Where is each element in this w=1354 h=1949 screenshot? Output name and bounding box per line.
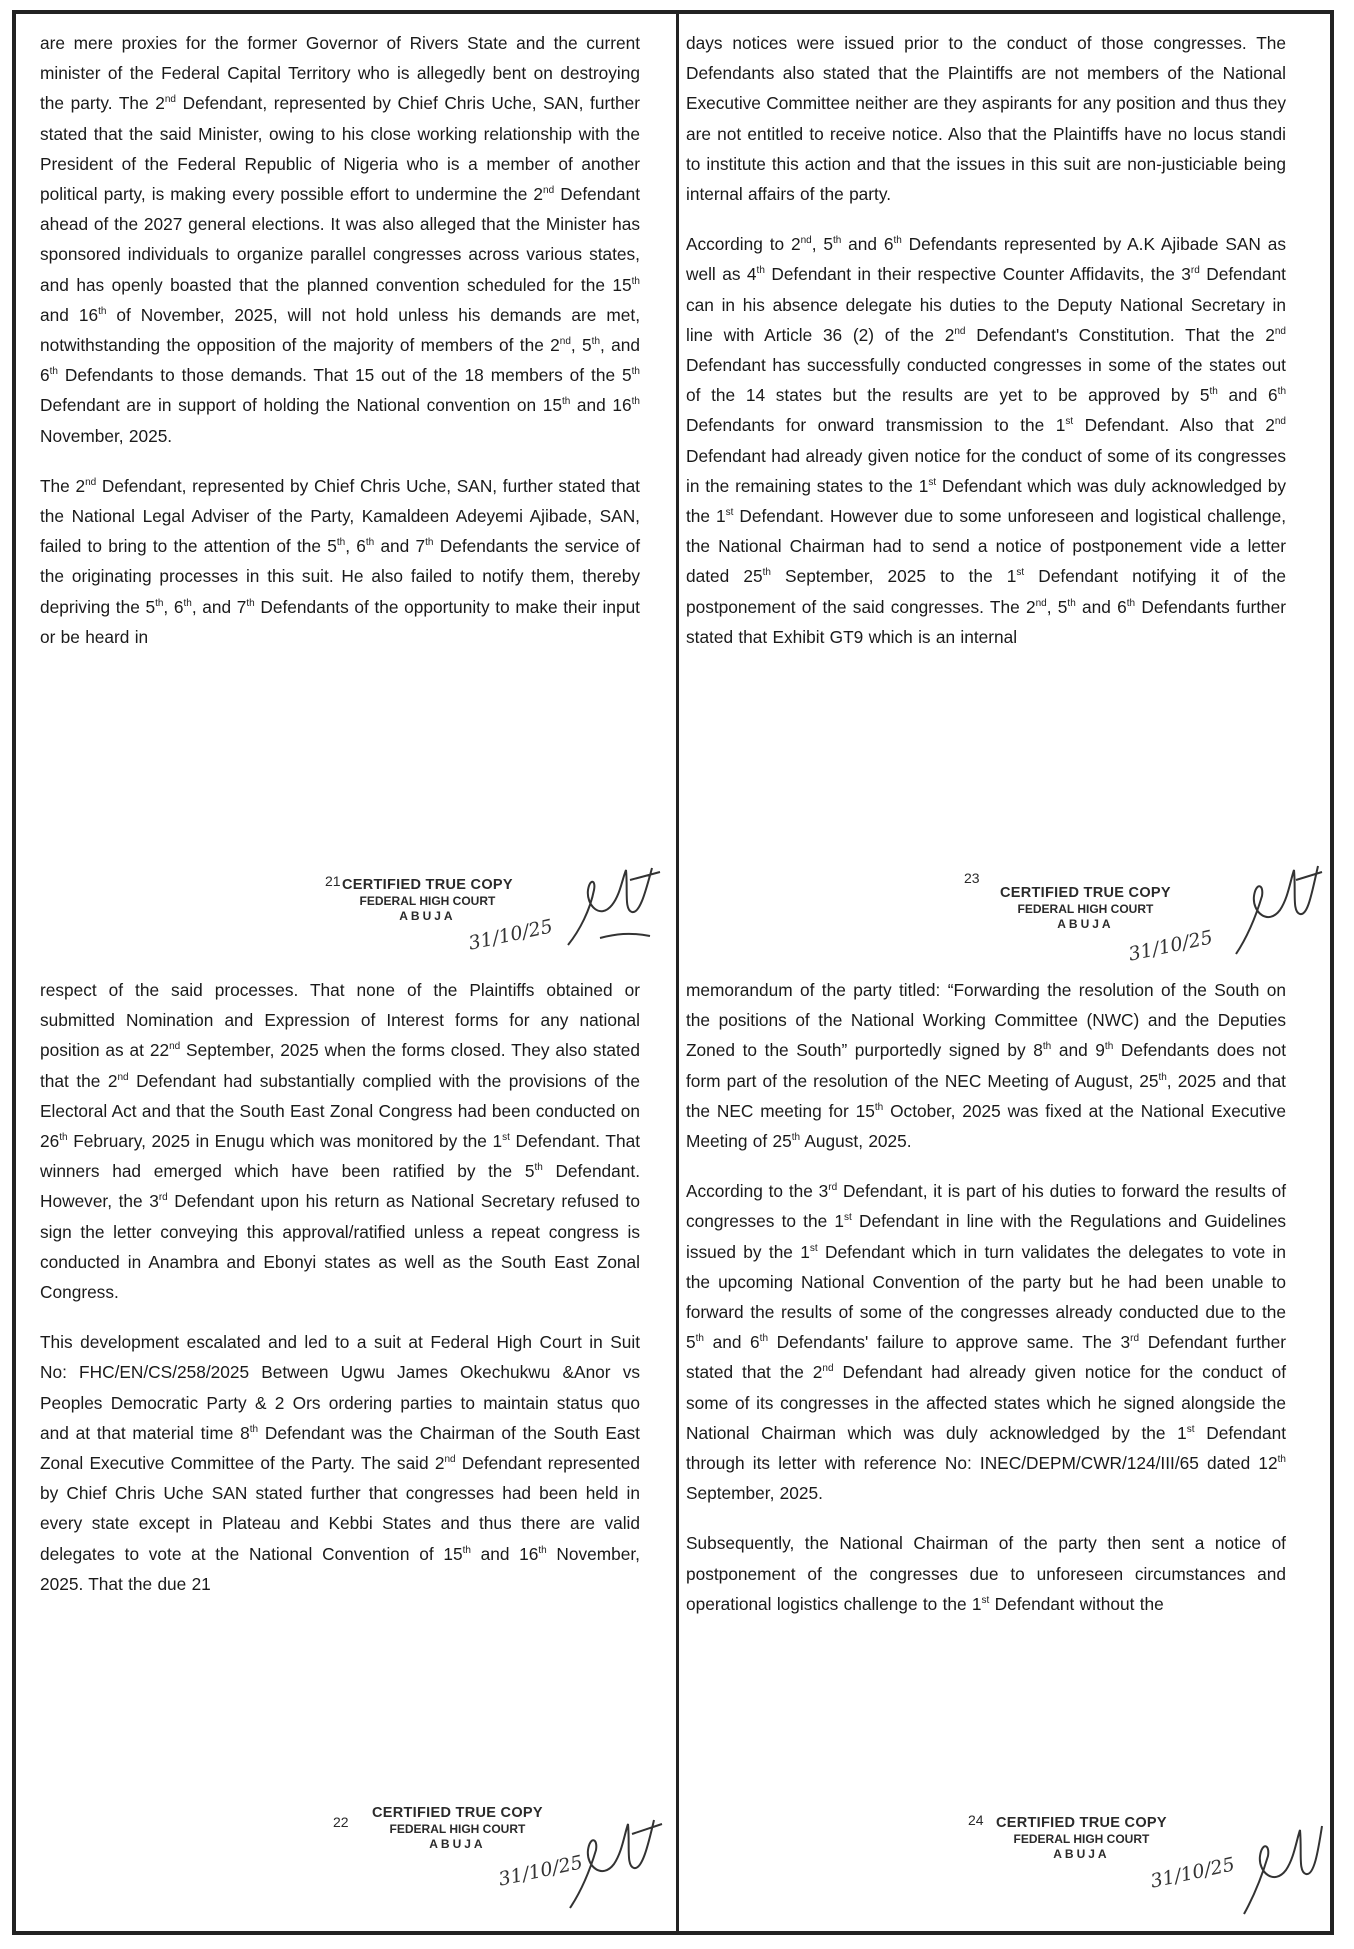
signature-icon <box>1240 1800 1325 1925</box>
certified-true-copy-stamp <box>372 1805 543 1851</box>
paragraph: The 2nd Defendant, represented by Chief Chris Uche, SAN, further stated that the National Legal Adviser of the Party, Kamaldeen Adeyemi Ajibade, SAN, failed to bring to the attention of the 5th, 6th and 7th Defendants the service of the originating processes in this suit. He also failed to notify them, thereby depriving the 5th, 6th, and 7th Defendants of the opportunity to make their input or be heard in <box>40 475 641 647</box>
stamp-location: ABUJA <box>1057 917 1114 931</box>
handwritten-date: 31/10/25 <box>496 1851 585 1891</box>
handwritten-date: 31/10/25 <box>1148 1853 1237 1893</box>
stamp-title: CERTIFIED TRUE COPY <box>1000 885 1171 901</box>
stamp-title: CERTIFIED TRUE COPY <box>372 1805 543 1821</box>
paragraph: respect of the said processes. That none of the Plaintiffs obtained or submitted Nomination and Expression of Interest forms for any national position as at 22nd September, 2025 when the forms closed. They also stated that the 2nd Defendant had substantially complied with the provisions of the Electoral Act and that the South East Zonal Congress had been conducted on 26th February, 2025 in Enugu which was monitored by the 1st Defendant. That winners had emerged which have been ratified by the 5th Defendant. However, the 3rd Defendant upon his return as National Secretary refused to sign the letter conveying this approval/ratified unless a repeat congress is conducted in Anambra and Ebonyi states as well as the South East Zonal Congress. <box>40 980 641 1303</box>
stamp-court: FEDERAL HIGH COURT <box>389 1822 526 1836</box>
paragraph: Subsequently, the National Chairman of the party then sent a notice of postponement of the congresses due to unforeseen circumstances and operational logistics challenge to the 1st Defendant without the <box>686 1533 1286 1614</box>
certified-true-copy-stamp <box>996 1815 1167 1861</box>
stamp-court: FEDERAL HIGH COURT <box>1013 1832 1150 1846</box>
certified-true-copy-stamp <box>342 877 513 923</box>
stamp-location: ABUJA <box>1053 1847 1110 1861</box>
paragraph: According to the 3rd Defendant, it is part of his duties to forward the results of congresses to the 1st Defendant in line with the Regulations and Guidelines issued by the 1st Defendant which in turn validates the delegates to vote in the upcoming National Convention of the party but he had been unable to forward the results of some of the congresses already conducted due to the 5th and 6th Defendants' failure to approve same. The 3rd Defendant further stated that the 2nd Defendant had already given notice for the conduct of some of its congresses in the affected states which he signed alongside the National Chairman which was duly acknowledged by the 1st Defendant through its letter with reference No: INEC/DEPM/CWR/124/III/65 dated 12th September, 2025. <box>686 1181 1287 1504</box>
stamp-location: ABUJA <box>399 909 456 923</box>
column-divider <box>676 14 679 1931</box>
page-21 <box>40 28 640 958</box>
paragraph: days notices were issued prior to the conduct of those congresses. The Defendants also stated that the Plaintiffs are not members of the National Executive Committee neither are they aspirants for any position and thus they are not entitled to receive notice. Also that the Plaintiffs have no locus standi to institute this action and that the issues in this suit are non-justiciable being internal affairs of the party. <box>686 33 1286 205</box>
stamp-location: ABUJA <box>429 1837 486 1851</box>
paragraph: are mere proxies for the former Governor of Rivers State and the current minister of the Federal Capital Territory who is allegedly bent on destroying the party. The 2nd Defendant, represented by Chief Chris Uche, SAN, further stated that the said Minister, owing to his close working relationship with the President of the Federal Republic of Nigeria who is a member of another political party, is making every possible effort to undermine the 2nd Defendant ahead of the 2027 general elections. It was also alleged that the Minister has sponsored individuals to organize parallel congresses across various states, and has openly boasted that the planned convention scheduled for the 15th and 16th of November, 2025, will not hold unless his demands are met, notwithstanding the opposition of the majority of members of the 2nd, 5th, and 6th Defendants to those demands. That 15 out of the 18 members of the 5th Defendant are in support of holding the National convention on 15th and 16th November, 2025. <box>40 33 641 446</box>
signature-icon <box>560 850 670 960</box>
stamp-title: CERTIFIED TRUE COPY <box>342 877 513 893</box>
paragraph: According to 2nd, 5th and 6th Defendants represented by A.K Ajibade SAN as well as 4th Defendant in their respective Counter Affidavits, the 3rd Defendant can in his absence delegate his duties to the Deputy National Secretary in line with Article 36 (2) of the 2nd Defendant's Constitution. That the 2nd Defendant has successfully conducted congresses in some of the states out of the 14 states but the results are yet to be approved by 5th and 6th Defendants for onward transmission to the 1st Defendant. Also that 2nd Defendant had already given notice for the conduct of some of its congresses in the remaining states to the 1st Defendant which was duly acknowledged by the 1st Defendant. However due to some unforeseen and logistical challenge, the National Chairman had to send a notice of postponement vide a letter dated 25th September, 2025 to the 1st Defendant notifying it of the postponement of the said congresses. The 2nd, 5th and 6th Defendants further stated that Exhibit GT9 which is an internal <box>686 234 1287 647</box>
page-23 <box>686 28 1286 958</box>
paragraph: This development escalated and led to a suit at Federal High Court in Suit No: FHC/EN/CS/258/2025 Between Ugwu James Okechukwu &Anor vs Peoples Democratic Party & 2 Ors ordering parties to maintain status quo and at that material time 8th Defendant was the Chairman of the South East Zonal Executive Committee of the Party. The said 2nd Defendant represented by Chief Chris Uche SAN stated further that congresses had been held in every state except in Plateau and Kebbi States and thus there are valid delegates to vote at the National Convention of 15th and 16th November, 2025. That the due 21 <box>40 1332 640 1594</box>
signature-icon <box>560 1790 670 1920</box>
page-number: 22 <box>333 1814 349 1830</box>
stamp-court: FEDERAL HIGH COURT <box>1017 902 1154 916</box>
page-22 <box>40 975 640 1925</box>
handwritten-date: 31/10/25 <box>1126 926 1215 966</box>
stamp-court: FEDERAL HIGH COURT <box>359 894 496 908</box>
stamp-title: CERTIFIED TRUE COPY <box>996 1815 1167 1831</box>
page-number: 23 <box>964 870 980 886</box>
page-number: 24 <box>968 1812 984 1828</box>
page-number: 21 <box>325 873 341 889</box>
certified-true-copy-stamp <box>1000 885 1171 931</box>
paragraph: memorandum of the party titled: “Forwarding the resolution of the South on the positions of the National Working Committee (NWC) and the Deputies Zoned to the South” purportedly signed by 8th and 9th Defendants does not form part of the resolution of the NEC Meeting of August, 25th, 2025 and that the NEC meeting for 15th October, 2025 was fixed at the National Executive Meeting of 25th August, 2025. <box>686 980 1286 1152</box>
page-24 <box>686 975 1286 1925</box>
signature-icon <box>1230 850 1325 965</box>
handwritten-date: 31/10/25 <box>466 915 555 955</box>
